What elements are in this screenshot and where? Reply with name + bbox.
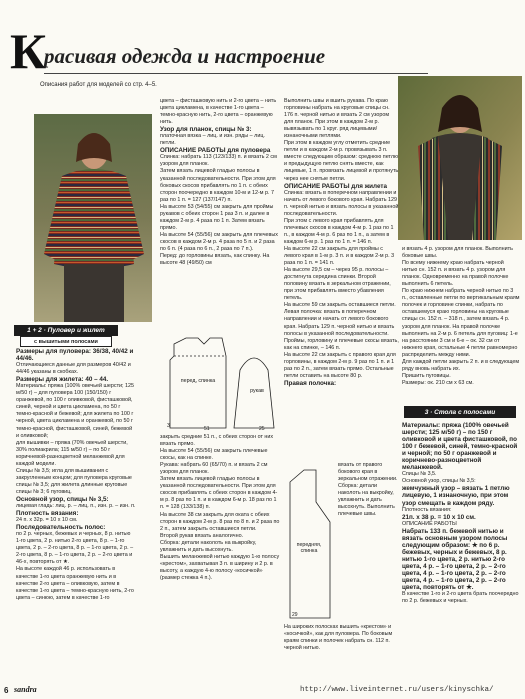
col1-p9: 24 п. x 32р. = 10 x 10 см. [16, 517, 78, 524]
col4-p11: 21п. x 38 р. = 10 x 10 см. [402, 513, 476, 521]
diagram-front-back-label: перед, спинка [180, 378, 216, 384]
col2-p4: Спинка: набрать 113 (123/133) п. и вязать 2 см узором для планок. [160, 154, 277, 168]
magazine-name: sandra [14, 685, 37, 694]
col3-p9: Проймы, горловину и плечевые скосы вязать, как на спинке, – 146 п. [284, 337, 399, 351]
col1-p2: Размеры для жилета: 40 – 44. [16, 376, 109, 384]
col4-p5: Размеры: ок. 210 см x 63 см. [402, 379, 474, 386]
col3-p0: Выполнить швы и вшить рукава. По краю горловины набрать на круговые спицы сн. 176 п. черной нитью и вязать 2 см узором для планок. При этом в каждом 2-м р. вывязывать по 1 круг. ряд лицевыми/изнаночными петлями. [284, 98, 390, 140]
col3-p11: Правая полочка: [284, 379, 337, 387]
col1-p12: На высоте каждой 46 р. использовать в качестве 1-го цвета оранжевую нить и в качестве 2-го цвета – оливковую, затем в качестве 1-го цвета – темно-красную нить, 2-го цвета – синюю, затем в качестве 1-го [16, 566, 134, 601]
page-title: расивая одежда и настроение [44, 44, 326, 68]
col4-p7: Спицы № 3,5. [402, 471, 437, 478]
svg-text:51: 51 [204, 426, 210, 432]
text-column-4 [402, 246, 520, 406]
col2-p14: Второй рукав вязать аналогично. [160, 532, 244, 539]
col1-p6: Основной узор, спицы № 3,5: [16, 495, 109, 503]
col3-p3: Спинка: вязать в поперечном направлении и начать от левого бокового края. Набрать 129 п. черной нитью и вязать полосы в указанной последовательности. [284, 189, 399, 217]
col3-p5: На высоте 22 см закрыть для проймы с левого края в 1-м р. 3 п. и в каждом 2-м р. 3 раза по 1 п. = 141 п. [284, 245, 395, 267]
col3-p2: ОПИСАНИЕ РАБОТЫ для жилета [284, 182, 387, 190]
vest-pattern-diagram [286, 462, 336, 622]
col2-p5: Затем вязать лицевой гладью полосы в указанной последовательности. При этом для боковых скосов прибавлять по 1 п. с обеих сторон поочередно в каждом 10-м и 12-м р. 7 раз по 1 п. = 127 (137/147) п. [160, 168, 276, 203]
col2-p0: цвета – фисташковую нить и 2-го цвета – нить цвета цикламена, в качестве 1-го цвета – темно-красную нить, 2-го цвета – оранжевую нить. [160, 98, 277, 126]
stola-photo-image [398, 76, 522, 240]
diagram-shelf-label: передняя, спинка [296, 542, 322, 554]
col3-p12: вязать от правого бокового края в зеркальном отражении. [338, 462, 398, 483]
stola-photo [398, 76, 522, 240]
col1-p5: Спицы № 3,5; игла для вышивания с закругленным концом; для пуловера круговые спицы № 3,5; для жилета длинные круговые спицы № 3; 6 пуговиц. [16, 467, 132, 495]
text-column-3c [284, 624, 399, 682]
text-column-2 [160, 98, 280, 328]
col4-p12: ОПИСАНИЕ РАБОТЫ [402, 520, 457, 527]
page-header [6, 23, 426, 80]
col1-p7: лицевая гладь: лиц. р. – лиц. п., изн. р. – изн. п. [16, 503, 136, 510]
col4-p6: Материалы: пряжа (100% овечьей шерсти; 125 м/50 г) – по 150 г оливковой и цвета фисташковой, по 100 г бежевой, синей, темно-красной и черной; по 50 г оранжевой и коричнево-разноцветной меланжевой. [402, 422, 518, 472]
col2-p1: Узор для планок, спицы № 3: [160, 126, 252, 134]
text-column-4b [402, 422, 520, 682]
col4-p1: По всему нижнему краю набрать черной нитью сн. 152 п. и вязать 4 р. узором для планок. Одновременно на правой полочке выполнить 6 петель. [402, 260, 509, 288]
col4-p10: Плотность вязания: [402, 506, 452, 513]
col1-p8: Плотность вязания: [16, 510, 79, 518]
svg-text:3: 3 [167, 423, 170, 429]
col1-p1: Отличающиеся данные для размеров 40/42 и 44/46 указаны в скобках. [16, 362, 131, 376]
col2-p16: Вышить меланжевой нитью каждую 1-ю полосу «крестом», захватывая 3 п. в ширину и 2 р. в высоту, а каждую 4-ю полосу «косичкой» (размер стежка 4 п.). [160, 553, 280, 581]
svg-text:29: 29 [292, 612, 298, 618]
pullover-vest-badge-sub: с вышитыми полосами [20, 336, 112, 347]
col4-p0: и вязать 4 р. узором для планок. Выполнить боковые швы. [402, 246, 513, 260]
stola-badge: 3 · Стола с полосами [404, 406, 516, 418]
col3-p7: На высоте 59 см закрыть оставшиеся петли. [284, 302, 396, 309]
col2-p15: Сборка: детали наколоть на выкройку, увлажнить и дать высохнуть. [160, 539, 257, 553]
col4-p14: В качестве 1-го и 2-го цвета брать поочередно по 2 р. бежевых и черных. [402, 591, 519, 605]
col2-p13: На высоте 38 см закрыть для оката с обеих сторон в каждом 2-м р. 8 раз по 8 п. и 2 раза по 2 п., затем закрыть оставшиеся петли. [160, 511, 280, 532]
col4-p4: Пришить пуговицы. [402, 372, 451, 379]
col1-p10: Последовательность полос: [16, 524, 106, 532]
col3-p6: На высоте 29,5 см – через 95 р. полосы – достигнута середина спинки. Второй половину вязать в зеркальном отражении, при этом прибавлять вместо убавления петель. [284, 267, 391, 302]
col3-p1: При этом в каждом углу отметить средние петли и в каждом 2-м р. провязывать 3 п. вместе следующим образом: среднюю петлю и предыдущую петлю снять вместе, как лицевые, 1 п. провязать лицевой и протянуть через нее снятые петли. [284, 140, 399, 182]
watermark-url: http://www.liveinternet.ru/users/kinyschka/ [300, 686, 494, 694]
col4-p8: Основной узор, спицы № 3,5: [402, 478, 476, 485]
text-column-2b [160, 434, 280, 682]
diagram-sleeve-label: рукав [250, 388, 264, 394]
pullover-vest-badge: 1 + 2 · Пуловер и жилет [14, 325, 118, 336]
pullover-pattern-diagram [164, 330, 278, 432]
title-initial: К [10, 23, 47, 79]
pullover-photo-image [34, 114, 152, 322]
col3-p13: Сборка: детали наколоть на выкройку, увлажнить и дать высохнуть. Выполнить плечевые швы. [338, 483, 395, 518]
page-number: 6 [4, 686, 9, 695]
col4-p9: жемчужный узор – вязать 1 петлю лицевую, 1 изнаночную, при этом узор смещать в каждом ряду. [402, 485, 510, 507]
pullover-photo [34, 114, 152, 322]
col4-p13: Набрать 133 п. бежевой нитью и вязать основным узором полосы следующим образом: ★ по 6 р. бежевых, черных и бежевых, 8 р. нитью 1-го цвета, 2 р. нитью 2-го цвета, 4 р. – 1-го цвета, 2 р. – 2-го цвета, 4 р. – 1-го цвета, 2 р. – 2-го цвета, 4 р. – 1-го цвета, 2 р. – 2-го цвета, повторять от ★. [402, 527, 508, 592]
text-column-1 [16, 348, 136, 680]
col1-p11: по 2 р. черных, бежевых и черных, 8 р. нитью 1-го цвета, 2 р. нитью 2-го цвета, 8 р. – 1-го цвета, 2 р. – 2-го цвета, 8 р. – 1-го цвета, 2 р. – 2-го цвета, 8 р. – 1-го цвета, 2 р. – 2-го цвета и 46-х, повторять от ★. [16, 531, 134, 566]
col3-p4: При этом с левого края прибавлять для плечевых скосов в каждом 4-м р. 1 раз по 1 п., в каждом 4-м р. 6 раз по 1 п., а затем в каждом 6-м р. 1 раз по 1 п. = 146 п. [284, 217, 394, 245]
col3-p14: На широких полосках вышить «крестом» и «косичкой», как для пуловера. По боковым краям спинки и полочек набрать сн. 112 п. черной нитью. [284, 624, 393, 652]
col2-p8: Перед: до горловины вязать, как спинку. На высоте 48 (49/50) см [160, 253, 270, 267]
col3-p10: На высоте 22 см закрыть с правого края для горловины, в каждом 2-м р. 9 раз по 1 п. и 1 раз по 2 п., затем вязать прямо. Остальные петли оставить на высоте 80 р. [284, 351, 396, 379]
col4-p3: Для каждой петли закрыть 2 п. и в следующем ряду вновь набрать их. [402, 358, 520, 372]
col2-p11: Рукава: набрать 60 (65/70) п. и вязать 2 см узором для планок. [160, 462, 268, 476]
col2-p9: закрыть средние 51 п., с обеих сторон от них вязать прямо. [160, 434, 274, 448]
col1-p4: для вышивки – пряжа (70% овечьей шерсти, 30% полиакрила; 115 м/50 г) – по 50 г коричневой-разноцветной меланжевой для каждой модели. [16, 439, 128, 467]
page-subtitle: Описания работ для моделей со стр. 4–5. [40, 82, 157, 88]
text-column-3 [284, 98, 399, 458]
text-column-3b [338, 462, 400, 622]
col3-p8: Левая полочка: вязать в поперечном направлении и начать от левого бокового края. Набрать 129 п. черной нитью и вязать полосы в указанной последовательности. [284, 309, 395, 337]
title-underline [44, 73, 428, 74]
svg-text:25: 25 [259, 426, 265, 432]
col2-p2: платочная вязка – лиц. и изн. ряды – лиц. петли. [160, 133, 265, 147]
col4-p2: По краю нижнем набрать черной нитью по 3 п., оставленные петли по вертикальным краям полочек и горловине спинки, набрать по оставшемуся краю горловины на круговые спицы сн. 152 п. – 318 п., затем вязать 4 р. узором для планок. На правой полочке выполнить на 2-м р. 6 петель для пуговиц: 1-е на расстоянии 3 см и 6-е – ок. 32 см от нижнего края, остальные 4 петли равномерно распределить между ними. [402, 288, 520, 358]
col2-p12: Затем вязать лицевой гладью полосы в указанной последовательности. При этом для скосов прибавлять с обеих сторон в каждом 4-м р. 8 раз по 1 п. и в каждом 6-м р. 18 раз по 1 п. = 128 (133/138) п. [160, 476, 278, 511]
col2-p6: На высоте 53 (54/55) см закрыть для проймы рукавов с обеих сторон 1 раз 3 п. и далее в каждом 2-м р. 4 раза по 1 п. Затем вязать прямо. [160, 203, 274, 231]
col2-p7: На высоте 54 (55/56) см закрыть для плечевых скосов в каждом 2-м р. 4 раза по 5 п. и 2 раза по 6 п. (4 раза по 6 п., 2 раза по 7 п.). [160, 231, 278, 252]
col1-p0: Размеры для пуловера: 36/38, 40/42 и 44/46. [16, 348, 134, 363]
col2-p10: На высоте 54 (55/56) см закрыть плечевые скосы, как на спинке. [160, 448, 268, 462]
col1-p3: Материалы: пряжа (100% овечьей шерсти; 125 м/50 г) – для пуловера 100 (150/150) г оранжевой, по 100 г оливковой, фисташковой, синей, черной и цвета цикламена, по 50 г темно-красной и бежевой; для жилета по 100 г черной, цвета цикламена и оранжевой, по 50 г темно-красной, фисташковой, синей, бежевой и оливковой; [16, 383, 135, 439]
col2-p3: ОПИСАНИЕ РАБОТЫ для пуловера [160, 147, 271, 155]
